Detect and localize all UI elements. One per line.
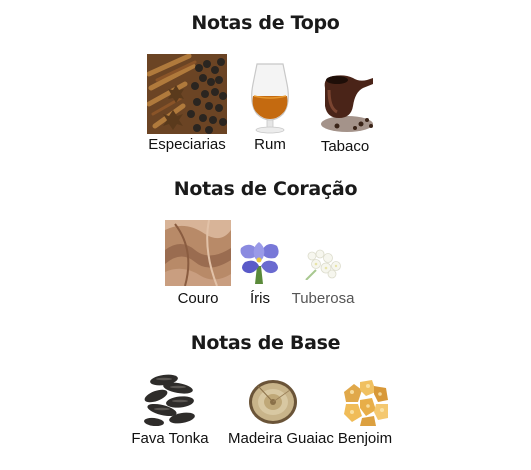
note-benjoim bbox=[337, 378, 393, 447]
leather-photo-icon bbox=[165, 220, 231, 286]
note-label: Fava Tonka bbox=[131, 430, 209, 447]
top-notes-title: Notas de Topo bbox=[191, 12, 340, 34]
tuberose-flower-photo-icon bbox=[302, 246, 344, 280]
note-rum bbox=[245, 60, 295, 153]
note-iris bbox=[237, 238, 283, 307]
note-couro bbox=[165, 220, 231, 307]
note-label: Especiarias bbox=[148, 136, 226, 153]
note-fava-tonka bbox=[131, 370, 209, 447]
tonka-bean-photo-icon bbox=[142, 370, 198, 426]
note-label: Madeira Guaiac bbox=[228, 430, 334, 447]
note-especiarias bbox=[147, 54, 227, 153]
note-madeira-guaiac bbox=[228, 378, 334, 447]
heart-notes-title: Notas de Coração bbox=[173, 178, 358, 200]
tobacco-pipe-photo-icon bbox=[315, 68, 375, 134]
note-label: Couro bbox=[177, 290, 219, 307]
note-label: Íris bbox=[250, 290, 270, 307]
note-label: Tabaco bbox=[320, 138, 370, 155]
benzoin-resin-photo-icon bbox=[340, 378, 390, 426]
rum-glass-photo-icon bbox=[245, 60, 295, 134]
note-label: Tuberosa bbox=[291, 290, 355, 307]
guaiac-wood-photo-icon bbox=[248, 378, 298, 426]
note-tabaco bbox=[315, 68, 375, 155]
note-label: Rum bbox=[254, 136, 286, 153]
iris-flower-photo-icon bbox=[237, 238, 283, 284]
spices-photo-icon bbox=[147, 54, 227, 134]
note-label: Benjoim bbox=[337, 430, 393, 447]
base-notes-title: Notas de Base bbox=[190, 332, 341, 354]
note-tuberosa bbox=[291, 246, 355, 307]
